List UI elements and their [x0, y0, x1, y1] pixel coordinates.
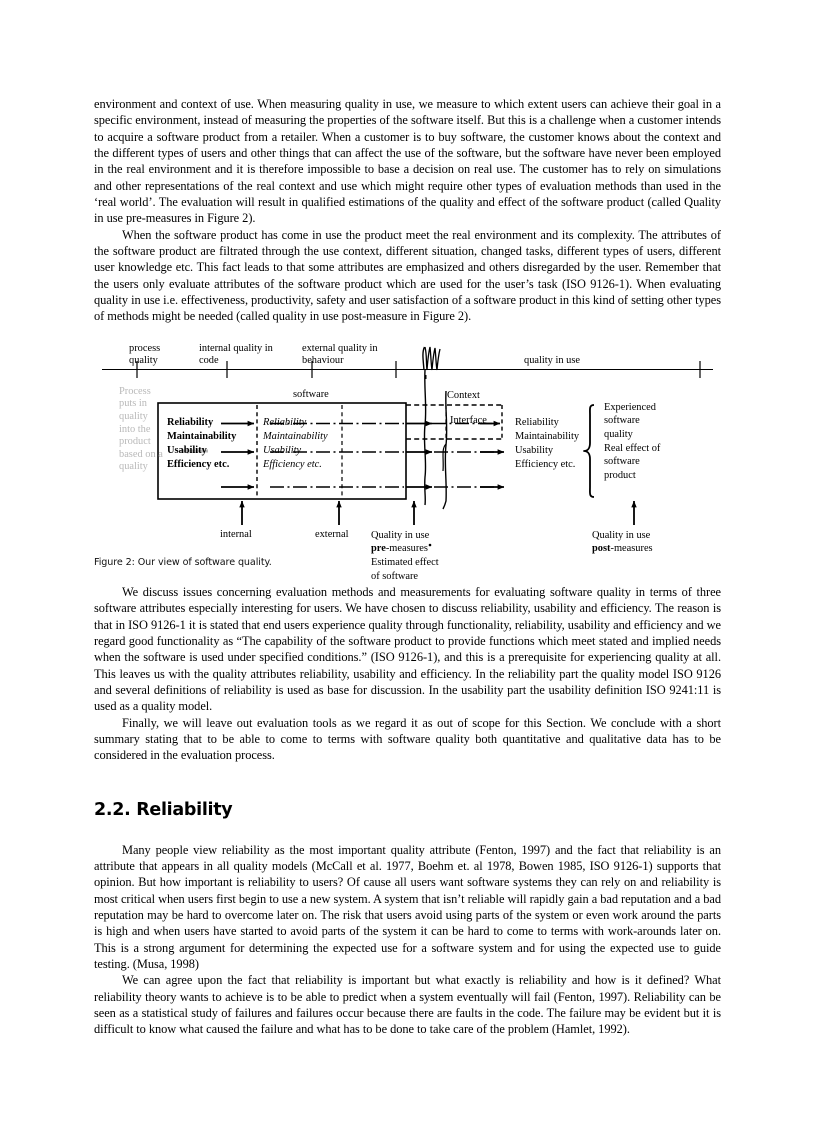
internal-attribute-reliability: Reliability: [167, 416, 214, 428]
experienced-quality-note: Experienced software quality Real effect of software product: [604, 401, 661, 481]
measure-label-internal: internal: [220, 528, 252, 540]
internal-attribute-maintainability: Maintainability: [167, 430, 237, 442]
internal-attribute-efficiency: Efficiency etc.: [167, 458, 230, 470]
paragraph-4: Finally, we will leave out evaluation tools as we regard it as out of scope for this Section. We conclude with a short summary stating that to be able to come to terms with software quality both quantitative and qualitative data has to be considered in the evaluation process.: [94, 715, 721, 763]
process-note: Process puts in quality into the product based on a quality: [119, 385, 163, 473]
external-attribute-efficiency: Efficiency etc.: [263, 458, 322, 470]
measure-label-external: external: [315, 528, 349, 540]
measure-label-post-measures: Quality in use post-measures: [592, 529, 653, 555]
axis-label-quality-in-use: quality in use: [524, 354, 580, 366]
paragraph-3: We discuss issues concerning evaluation methods and measurements for evaluating software quality in terms of three software attributes especially interesting for users. We have chosen to discuss reliability, usability and efficiency. The reason is that in ISO 9126-1 it is stated that end users experience quality through functionality, reliability, usability and efficiency and we regard good functionality as “The capability of the software product to provide functions which meet stated and implied needs when the software is used under specified conditions.” (ISO 9126-1), and this is a prerequisite for experiencing quality at all. This leaves us with the quality attributes reliability, usability and efficiency. In the reliability part the quality model ISO 9126 and several definitions of reliability is used as base for discussion. In the usability part the usability definition ISO 9241:11 is used as a quality model.: [94, 584, 721, 714]
external-attribute-usability: Usability: [263, 444, 302, 456]
use-attribute-usability: Usability: [515, 444, 554, 456]
axis-label-external-quality: external quality in behaviour: [302, 342, 378, 367]
internal-attribute-usability: Usability: [167, 444, 207, 456]
paragraph-2: When the software product has come in use the product meet the real environment and its complexity. The attributes of the software product are filtrated through the use context, different situation, changed tasks, different types of users, different user knowledge etc. This fact leads to that some attributes are emphasized and others disregarded by the user. Remember that the users only evaluate attributes of the software product which are used for the user’s task (ISO 9126-1). When evaluating quality in use i.e. effectiveness, productivity, safety and user satisfaction of a software product in this kind of setting other types of methods might be needed (called quality in use post-measure in Figure 2).: [94, 227, 721, 324]
paragraph-5: Many people view reliability as the most important quality attribute (Fenton, 1997) and the fact that reliability is an attribute that appears in all quality models (McCall et al. 1977, Boehm et. al 1978, Bowen 1985, ISO 9126-1) supports that opinion. But how important is reliability to users? Of cause all users want software systems they can rely on and reliability is most critical when users first begin to use a new system. A system that isn’t reliable will rapidly gain a bad reputation and a bad reputation may be hard to overcome later on. The risk that users avoid using parts of the system or even work around the parts is high and when users have started to avoid parts of the system it can be hard to come to terms with work-arounds later on. This is a strong argument for determining the expected use for a software system and for using the expected use to guide testing. (Musa, 1998): [94, 842, 721, 971]
measure-label-pre-measures: Quality in use pre-measures Estimated effect of software: [371, 529, 439, 582]
page-content: [94, 96, 721, 1038]
use-attribute-efficiency: Efficiency etc.: [515, 458, 576, 470]
paragraph-6: We can agree upon the fact that reliability is important but what exactly is reliability and how is it defined? What reliability theory wants to achieve is to be able to predict when a system eventually will fail (Fenton, 1997). Reliability can be seen as a statistical study of failures and failures occur because there are faults in the code. The failure may be evident but it is difficult to know what caused the failure and what has to be done to take care of the problem (Hamlet, 1992).: [94, 973, 721, 1037]
context-label: Context: [447, 389, 480, 401]
external-attribute-reliability: Reliability: [263, 416, 307, 428]
section-heading-reliability: 2.2. Reliability: [94, 799, 233, 820]
paragraph-1: environment and context of use. When measuring quality in use, we measure to which extent users can achieve their goal in a specific environment, instead of measuring the properties of the software itself. But this is a challenge when a customer intends to acquire a software product from a retailer. When a customer is to buy software, the customer knows about the context and the different types of users and other things that can affect the use of the software, but the software have never been employed in the real environment and it is therefore impossible to base a decision on real use. The customer has to rely on simulations and other representations of the real context and use which might require other types of evaluation methods than used in the ‘real world’. The evaluation will result in qualified estimations of the quality and effect of the software product (called Quality in use pre-measures in Figure 2).: [94, 97, 721, 226]
use-attribute-maintainability: Maintainability: [515, 430, 580, 442]
axis-label-internal-quality: internal quality in code: [199, 342, 273, 367]
interface-label: Interface: [450, 414, 487, 426]
axis-label-process-quality: process quality: [129, 342, 161, 367]
use-attribute-reliability: Reliability: [515, 416, 559, 428]
external-attribute-maintainability: Maintainability: [263, 430, 328, 442]
figure-caption: Figure 2: Our view of software quality.: [94, 556, 272, 568]
software-box-title: software: [293, 388, 329, 400]
